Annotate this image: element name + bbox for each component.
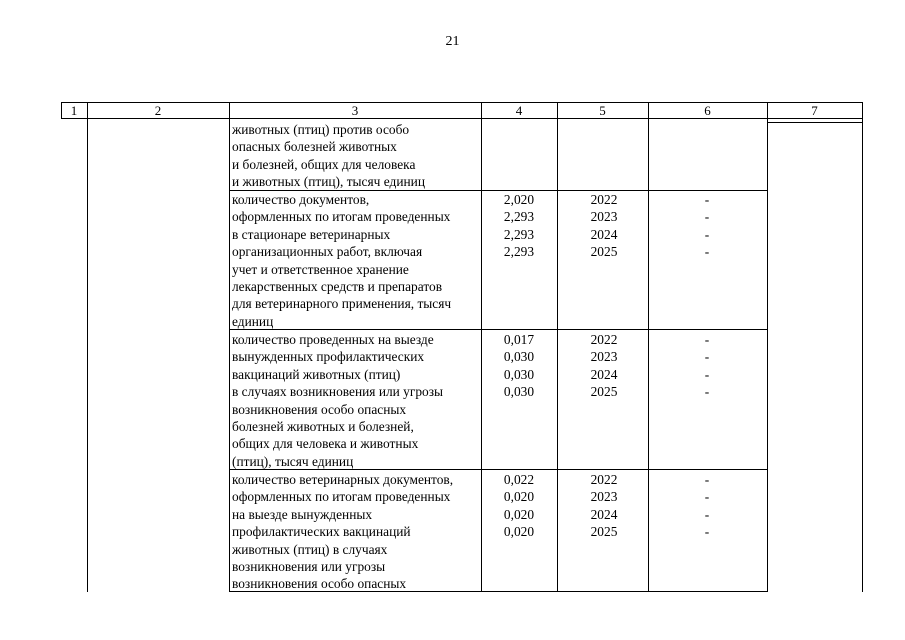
col-rule <box>87 102 88 592</box>
page-number: 21 <box>445 34 460 49</box>
col-rule <box>229 102 230 592</box>
row-1-indicator: количество документов, оформленных по итогам проведенных в стационаре ветеринарных организационных работ, включая учет и ответственное хранение лекарственных средств и препаратов для ветеринарного применения, тысяч единиц <box>232 192 452 329</box>
header-col-4: 4 <box>515 103 523 118</box>
row-2-values: 0,017 0,030 0,030 0,030 <box>503 332 535 400</box>
row-3-indicator: количество ветеринарных документов, оформленных по итогам проведенных на выезде вынужденных профилактических вакцинаций животных (птиц) в случаях возникновения или угрозы возникновения особо опасных <box>232 472 454 592</box>
row-1-values: 2,020 2,293 2,293 2,293 <box>503 192 535 260</box>
row-2-years: 2022 2023 2024 2025 <box>590 332 618 400</box>
header-col-1: 1 <box>70 103 78 118</box>
row-2-indicator: количество проведенных на выезде вынужденных профилактических вакцинаций животных (птиц) в случаях возникновения или угрозы возникновения особо опасных болезней животных и болезней, общих для человека и животных (птиц), тысяч единиц <box>232 332 444 469</box>
header-col-5: 5 <box>599 103 606 118</box>
col-rule <box>557 102 558 592</box>
header-col-3: 3 <box>351 103 359 118</box>
row-2-dashes: - - - - <box>704 332 710 400</box>
header-col-6: 6 <box>704 103 711 118</box>
row-3-dashes: - - - - <box>704 472 710 540</box>
header-col-7: 7 <box>811 103 818 118</box>
col7-top-rule <box>767 122 863 123</box>
col-rule <box>767 102 768 592</box>
header-col-2: 2 <box>154 103 162 118</box>
row-1-dashes: - - - - <box>704 192 710 260</box>
row-3-years: 2022 2023 2024 2025 <box>590 472 618 540</box>
col-rule <box>862 102 863 592</box>
row-1-years: 2022 2023 2024 2025 <box>590 192 618 260</box>
row-0-indicator: животных (птиц) против особо опасных болезней животных и болезней, общих для человека и животных (птиц), тысяч единиц <box>232 122 425 190</box>
row-3-values: 0,022 0,020 0,020 0,020 <box>503 472 535 540</box>
